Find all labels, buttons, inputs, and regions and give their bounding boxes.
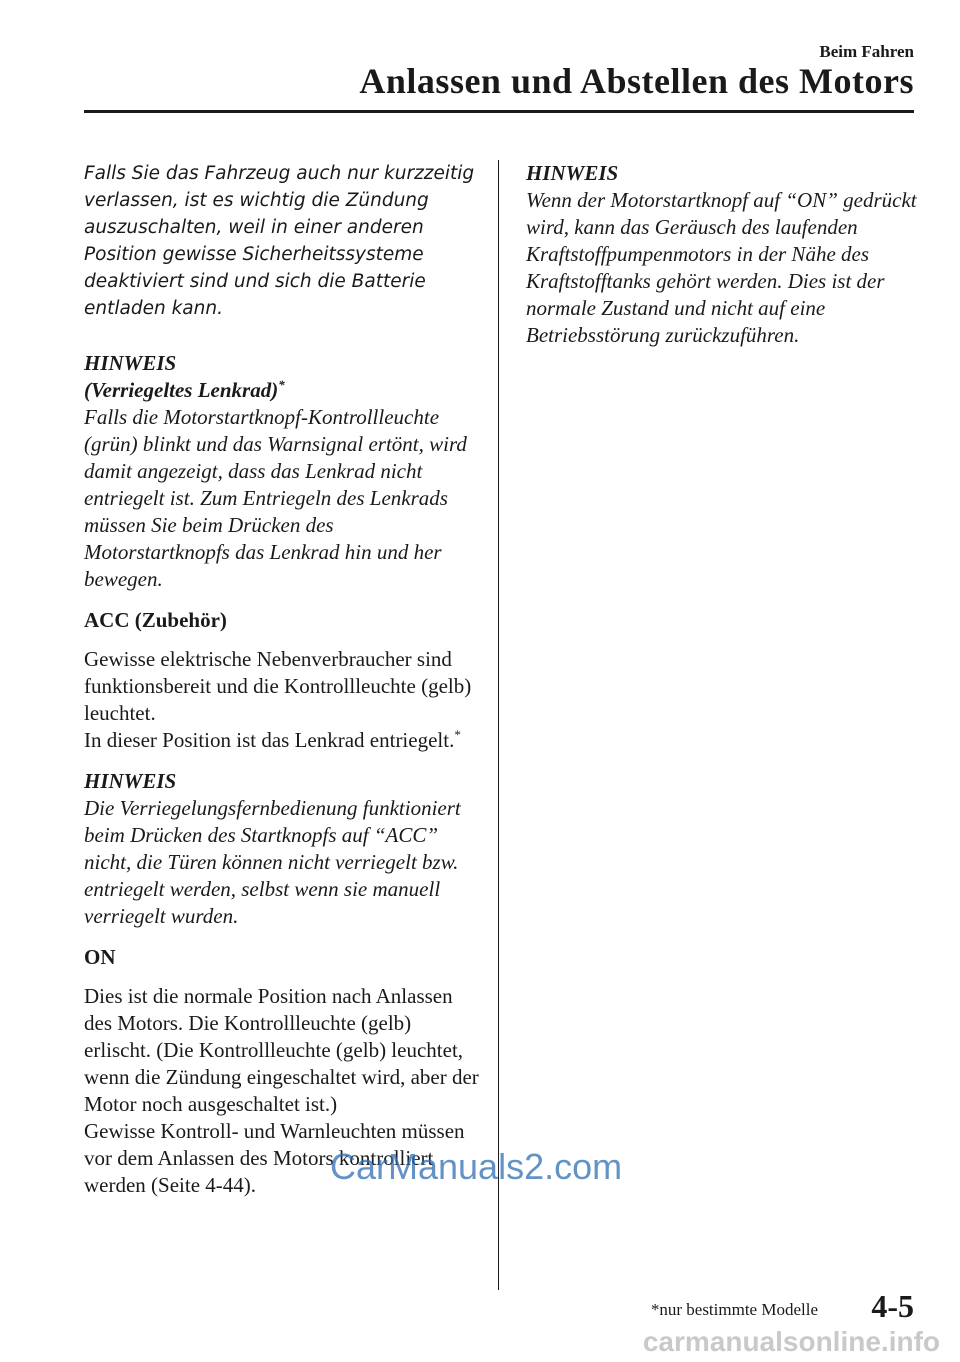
acc-text-2-content: In dieser Position ist das Lenkrad entriegelt. (84, 728, 455, 752)
footer-model-note: *nur bestimmte Modelle (650, 1300, 818, 1319)
note-label: HINWEIS (84, 351, 177, 375)
note-steering-lock (84, 350, 479, 593)
header-section-label: Beim Fahren (819, 42, 914, 61)
note-subtitle (84, 377, 479, 404)
acc-text-1: Gewisse elektrische Nebenverbraucher sind funktionsbereit und die Kontrollleuchte (gelb) leuchtet. (84, 647, 472, 725)
on-text-2: Gewisse Kontroll- und Warnleuchten müssen vor dem Anlassen des Motors kontrolliert werden (Seite 4-44). (84, 1119, 465, 1197)
section-title-on: ON (84, 945, 116, 969)
header-rule (84, 110, 914, 113)
asterisk-marker: * (278, 377, 285, 392)
note-text: Falls die Motorstartknopf-Kontrollleuchte (grün) blinkt und das Warnsignal ertönt, wird damit angezeigt, dass das Lenkrad nicht entriegelt ist. Zum Entriegeln des Lenkrads müssen Sie beim Drücken des Motorstartknopfs das Lenkrad hin und her bewegen. (84, 405, 467, 591)
left-column (84, 160, 479, 1213)
right-column (526, 160, 921, 363)
column-divider (498, 160, 499, 1290)
note-subtitle-text: (Verriegeltes Lenkrad) (84, 378, 279, 402)
asterisk-marker: * (454, 727, 461, 742)
watermark-logo: CarManuals2.com (330, 1146, 623, 1187)
page-number: 4-5 (871, 1288, 914, 1324)
acc-text-2 (84, 727, 479, 754)
acc-body (84, 646, 479, 754)
note-fuel-pump (526, 160, 921, 349)
section-title-acc: ACC (Zubehör) (84, 608, 227, 632)
page-title: Anlassen und Abstellen des Motors (359, 61, 914, 101)
site-watermark: carmanualsonline.info (642, 1326, 940, 1357)
note-text: Wenn der Motorstartknopf auf “ON” gedrückt wird, kann das Geräusch des laufenden Kraftstoffpumpenmotors in der Nähe des Kraftstofftanks gehört werden. Dies ist der normale Zustand und nicht auf eine Betriebsstörung zurückzuführen. (526, 188, 917, 347)
on-text-1: Dies ist die normale Position nach Anlassen des Motors. Die Kontrollleuchte (gelb) erlischt. (Die Kontrollleuchte (gelb) leuchtet, wenn die Zündung eingeschaltet wird, aber der Motor noch ausgeschaltet ist.) (84, 984, 479, 1116)
note-text: Die Verriegelungsfernbedienung funktioniert beim Drücken des Startknopfs auf “ACC” nicht, die Türen können nicht verriegelt bzw. entriegelt werden, selbst wenn sie manuell verriegelt wurden. (84, 796, 461, 928)
note-label: HINWEIS (526, 161, 619, 185)
warning-text: Falls Sie das Fahrzeug auch nur kurzzeitig verlassen, ist es wichtig die Zündung auszuschalten, weil in einer anderen Position gewisse Sicherheitssysteme deaktiviert sind und sich die Batterie entladen kann. (84, 163, 475, 319)
note-label: HINWEIS (84, 769, 177, 793)
note-remote-lock (84, 768, 479, 930)
